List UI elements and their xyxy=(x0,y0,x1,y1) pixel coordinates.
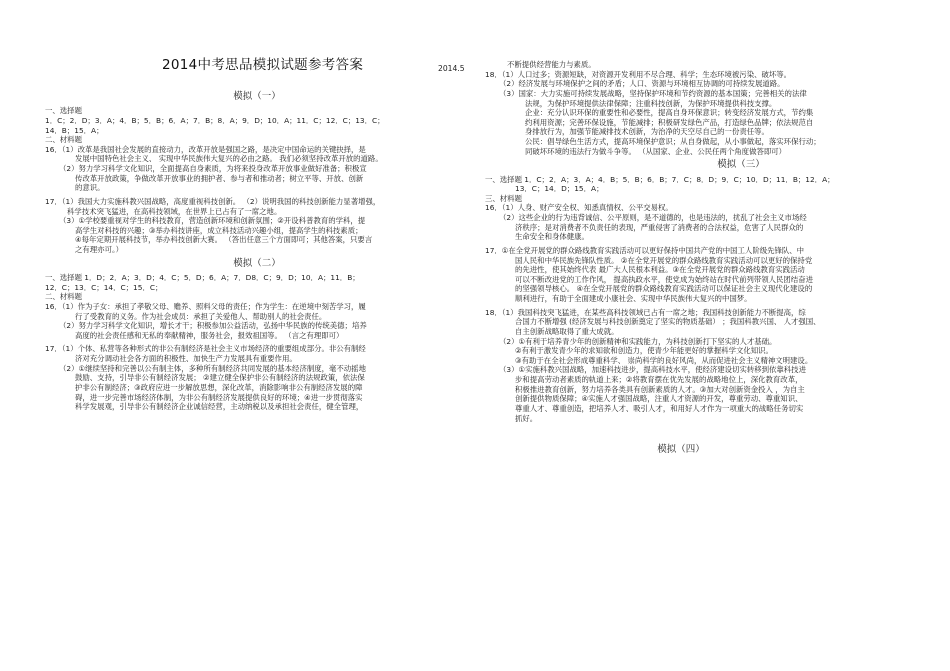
answer-line: 16．（1）改革是我国社会发展的直接动力，改革开放是强国之路，是决定中国命运的关键抉择，是 xyxy=(45,144,366,154)
answer-line: （2）①继续坚持和完善以公有制主体，多种所有制经济共同发展的基本经济制度，毫不动摇地 xyxy=(59,363,366,373)
answer-line: 12．C；13．C；14．C；15．C； xyxy=(45,282,163,292)
mock4-heading: 模拟（四） xyxy=(657,444,705,456)
left-column xyxy=(45,60,469,412)
answer-line: 约利用资源；完善环保设施，节能减排；积极研发绿色产品，打造绿色品牌；依法规范自 xyxy=(525,117,814,127)
answer-line: （2）努力学习科学文化知识，全面提高自身素质，为将来投身改革开放事业做好准备；积极宣 xyxy=(59,164,367,174)
section-label: 一、选择题 xyxy=(45,106,82,116)
answer-line: 自主创新战略取得了重大成就。 xyxy=(515,326,619,336)
answer-line: 身排放行为，加强节能减排技术创新，为治净的天空尽自己的一份责任等。 xyxy=(525,127,769,137)
document-date: 2014.5 xyxy=(438,64,465,73)
answer-line: 之有理亦可。） xyxy=(75,245,124,255)
answer-line: 合国力不断增强 (经济发展与科技创新奠定了坚实的物质基础） ；我国科教兴国、 人才强国、 xyxy=(515,317,821,327)
answer-line: 企业：充分认识环保的重要性和必要性，提高自身环保意识；转变经济发展方式，节约集 xyxy=(525,108,814,118)
answer-line: 发展中国特色社会主义、 实现中华民族伟大复兴的必由之路。 我们必须坚持改革开放的道路。 xyxy=(75,154,383,164)
answer-line: 18．（1）人口过多；资源短缺，对资源开发利用不尽合理、科学；生态环境被污染、破坏等。 xyxy=(485,69,792,79)
answer-line: （2）①有利于培养青少年的创新精神和实践能力，为科技创新打下坚实的人才基础。 xyxy=(499,336,777,346)
answer-line: 碍，进一步完善市场经济体制，为非公有制经济发展提供良好的环境；④进一步贯彻落实 xyxy=(75,392,363,402)
answer-line: （3）①学校要重视对学生的科技教育，营造创新环境和创新氛围；②开设科普教育的学科，提 xyxy=(59,216,366,226)
answer-line-fragment: 不断提供经营能力与素质。 xyxy=(507,60,596,69)
answer-line: ④每年定期开展科技节，举办科技创新大赛。 （答出任意三个方面即可；其他答案，只要言 xyxy=(75,235,373,245)
section-label: 二、材料题 xyxy=(45,292,82,302)
answer-line: 济对充分调动社会各方面的积极性、加快生产力发展具有重要作用。 xyxy=(75,354,297,364)
answer-line: 尊重人才、尊重创造，把培养人才、吸引人才，和用好人才作为一项重大的战略任务切实 xyxy=(515,403,804,413)
answer-line: 法规，为保护环境提供法律保障；注重科技创新，为保护环境提供科技支撑。 xyxy=(525,98,777,108)
answer-line: 高学生对科技的兴趣；③举办科技讲座，成立科技活动兴趣小组，提高学生的科技素质； xyxy=(75,225,363,235)
answer-line: 17．①在全党开展党的群众路线教育实践活动可以更好保持中国共产党的中国工人阶级先锋队、中 xyxy=(485,245,805,255)
right-column xyxy=(485,60,917,460)
answer-line: 济秩序；是对消费者不负责任的表现，严重侵害了消费者的合法权益，危害了人民群众的 xyxy=(515,222,804,232)
answer-line: （2）经济发展与环境保护之间的矛盾；人口、资源与环境相互协调的可持续发展道路。 xyxy=(499,79,785,89)
answer-line: 顺利进行，有助于全面建成小康社会、实现中华民族伟大复兴的中国梦。 xyxy=(515,294,752,304)
answer-line: 积极推进教育创新，努力培养各类具有创新素质的人才。③加大对创新资金投入 ，为自主 xyxy=(515,384,805,394)
answer-line: 一、选择题 1．D；2．A；3．D；4．C；5．D；6．A；7．D8．C；9．D；10．A；11．B； xyxy=(45,273,360,283)
answer-line: 生命安全和身体健康。 xyxy=(515,232,589,242)
section-label: 三、材料题 xyxy=(485,193,522,203)
answer-line: 17．（1）我国大力实施科教兴国战略，高度重视科技创新。 （2）说明我国的科技创新能力显著增强， xyxy=(45,196,381,206)
answer-line: ②有利于激发青少年的求知欲和创造力，使青少年能更好的掌握科学文化知识。 xyxy=(515,346,773,356)
answer-line: 高度的社会责任感和无私的奉献精神，服务社会，报效祖国等。 （言之有理即可） xyxy=(75,330,344,340)
answer-line: 科学发展观，引导非公有制经济企业诚信经营，主动纳税以及承担社会责任，健全管理， xyxy=(75,402,364,412)
answer-line: （3）国家：大力实施可持续发展战略，坚持保护环境和节约资源的基本国策；完善相关的法律 xyxy=(499,88,807,98)
answer-line: 13．C；14．D；15．A； xyxy=(515,184,604,194)
answer-line: 传改革开放政策，争做改革开放事业的拥护者、参与者和推动者；树立平等、开放、创新 xyxy=(75,173,364,183)
answer-line: 的先进性，使其始终代表 最广大人民根本利益。③在全党开展党的群众路线教育实践活动 xyxy=(515,265,805,275)
page-title: 2014中考思品模拟试题参考答案 xyxy=(162,57,364,73)
answer-line: （3）①实施科教兴国战略，加速科技进步，提高科技水平，使经济建设切实转移到依靠科技进 xyxy=(499,365,806,375)
answer-line: ③有助于在全社会形成尊重科学、 崇尚科学的良好风尚，从而促进社会主义精神文明建设。 xyxy=(515,355,813,365)
answer-line: 17．（1）个体、私营等各种形式的非公有制经济是社会主义市场经济的重要组成部分。非公有制经 xyxy=(45,344,366,354)
answer-line: 公民：倡导绿色生活方式，提高环境保护意识；从自身做起，从小事做起，落实环保行动； xyxy=(525,137,821,146)
answer-line: 18．（1）我国科技突飞猛进，在某些高科技领域已占有一席之地；我国科技创新能力不断提高，综 xyxy=(485,307,806,317)
answer-line: 步和提高劳动者素质的轨道上来；②将教育摆在优先发展的战略地位上，深化教育改革， xyxy=(515,375,803,385)
answer-line: 16．（1）人身、财产安全权、知悉真情权、公平交易权。 xyxy=(485,203,673,213)
answer-line: （2）这些企业的行为违背诚信、公平原则，是不道德的，也是违法的，扰乱了社会主义市场经 xyxy=(499,213,807,223)
mock3-heading: 模拟（三） xyxy=(717,159,765,171)
answer-line: （2）努力学习科学文化知识，增长才干；积极参加公益活动，弘扬中华民族的传统美德；培养 xyxy=(59,321,367,331)
mock2-heading: 模拟（二） xyxy=(233,257,281,269)
answer-line: 护非公有制经济；③政府应进一步解放思想，深化改革，消除影响非公有制经济发展的障 xyxy=(75,382,363,392)
answer-line: 抓好。 xyxy=(515,413,538,423)
answer-line: 14．B；15．A； xyxy=(45,125,104,135)
answer-line: 可以不断改进党的工作作风， 提高执政水平，使党成为始终站在时代前列带领人民团结奋进 xyxy=(515,274,813,284)
answer-line: 同破坏环境的违法行为做斗争等。 （从国家、企业、公民任两个角度做答即可） xyxy=(525,146,787,156)
answer-line: 一、选择题 1．C；2．A；3．A；4．B；5．B；6．B；7．C；8．D；9．C；10．D；11．B；12．A； xyxy=(485,174,835,184)
answer-line: 的意识。 xyxy=(75,183,105,193)
section-label: 二、材料题 xyxy=(45,135,82,145)
answer-line: 行了受教育的义务。作为社会成员：承担了关爱他人、帮助别人的社会责任。 xyxy=(75,311,327,321)
answer-line: 创新提供物质保障；④实施人才强国战略，注重人才资源的开发，尊重劳动、尊重知识、 xyxy=(515,394,803,404)
answer-line: 的坚强领导核心。 ④在全党开展党的群众路线教育实践活动可以保证社会主义现代化建设的 xyxy=(515,284,813,294)
answer-line: 鼓励、支持，引导非公有制经济发展； ②建立健全保护非公有制经济的法规政策，依法保 xyxy=(75,373,365,383)
mock1-heading: 模拟（一） xyxy=(233,91,281,102)
answer-line: 科学技术突飞猛进，在高科技领域，在世界上已占有了一席之地。 xyxy=(67,206,282,216)
answer-line: 1．C；2．D；3．A；4．B；5．B；6．A；7．B；8．A；9．D；10．A；11．C；12．C；13．C； xyxy=(45,115,385,125)
answer-line: 国人民和中华民族先锋队性质。 ②在全党开展党的群众路线教育实践活动可以更好的保持党 xyxy=(515,255,813,265)
answer-line: 16．（1）作为子女：承担了孝敬父母、赡养、照料父母的责任；作为学生：在逆境中刻苦学习，履 xyxy=(45,301,366,311)
